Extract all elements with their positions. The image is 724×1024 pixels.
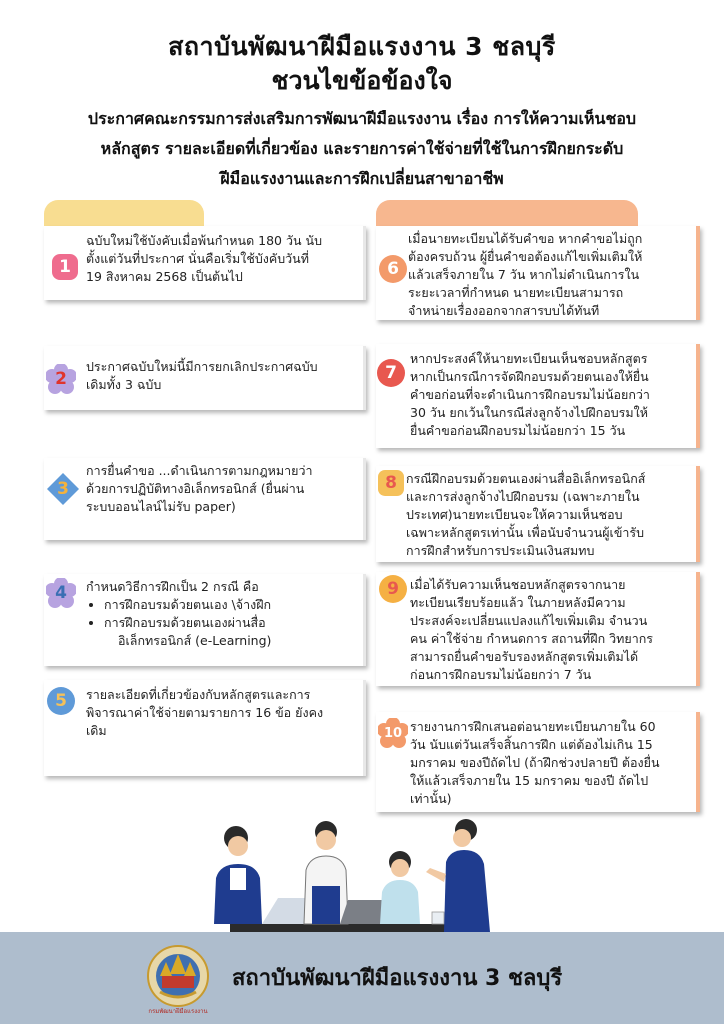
info-card: 5 รายละเอียดที่เกี่ยวข้องกับหลักสูตรและการ พิจารณาค่าใช้จ่ายตามรายการ 16 ข้อ ยังคง เดิม: [44, 680, 366, 776]
institute-logo-icon: [146, 940, 210, 1016]
page-subtitle: ชวนไขข้อข้องใจ: [271, 66, 453, 95]
training-methods-list: [104, 596, 366, 632]
announcement-heading: [0, 104, 724, 194]
footer-institute-name: สถาบันพัฒนาฝีมือแรงงาน 3 ชลบุรี: [232, 966, 563, 991]
number-badge: 8: [376, 468, 406, 498]
number-badge: 4: [46, 578, 76, 608]
logo-caption: กรมพัฒนาฝีมือแรงงาน: [148, 1008, 208, 1015]
info-card: 8 กรณีฝึกอบรมด้วยตนเองผ่านสื่ออิเล็กทรอนิกส์ และการส่งลูกจ้างไปฝึกอบรม (เฉพาะภายใน ประเทศ)นายทะเบียนจะให้ความเห็นชอบ เฉพาะหลักสูตรเท่านั้น เพื่อนับจำนวนผู้เข้ารับ การฝึกสำหรับการประเมินเงินสมทบ: [376, 466, 700, 562]
number-badge: 9: [378, 574, 408, 604]
info-card: 2 ประกาศฉบับใหม่นี้มีการยกเลิกประกาศฉบับ เดิมทั้ง 3 ฉบับ: [44, 346, 366, 410]
announcement-line: ฝีมือแรงงานและการฝึกเปลี่ยนสาขาอาชีพ: [220, 169, 504, 188]
header: [0, 30, 724, 98]
team-working-illustration: [200, 816, 510, 932]
info-card: 9 เมื่อได้รับความเห็นชอบหลักสูตรจากนาย ทะเบียนเรียบร้อยแล้ว ในภายหลังมีความ ประสงค์จะเปลี่ยนแปลงแก้ไขเพิ่มเติม จำนวน คน ค่าใช้จ่าย กำหนดการ สถานที่ฝึก วิทยากร สามารถยื่นคำขอรับรองหลักสูตรเพิ่มเติมได้ ก่อนการฝึกอบรมไม่น้อยกว่า 7 วัน: [376, 572, 700, 686]
list-item: • การฝึกอบรมด้วยตนเองผ่านสื่อ: [104, 614, 366, 632]
number-badge: 1: [50, 252, 80, 282]
number-badge: 7: [376, 358, 406, 388]
info-card: 6 เมื่อนายทะเบียนได้รับคำขอ หากคำขอไม่ถูก ต้องครบถ้วน ผู้ยื่นคำขอต้องแก้ไขเพิ่มเติมให้ แล้วเสร็จภายใน 7 วัน หากไม่ดำเนินการใน ระยะเวลาที่กำหนด นายทะเบียนสามารถ จำหน่ายเรื่องออกจากสารบบได้ทันที: [376, 226, 700, 320]
info-card: 7 หากประสงค์ให้นายทะเบียนเห็นชอบหลักสูตร หากเป็นกรณีการจัดฝึกอบรมด้วยตนเองให้ยื่น คำขอก่อนที่จะดำเนินการฝึกอบรมไม่น้อยกว่า 30 วัน ยกเว้นในกรณีส่งลูกจ้างไปฝึกอบรมให้ ยื่นคำขอก่อนฝึกอบรมไม่น้อยกว่า 15 วัน: [376, 344, 700, 448]
number-badge: 10: [378, 718, 408, 748]
announcement-line: ประกาศคณะกรรมการส่งเสริมการพัฒนาฝีมือแรงงาน เรื่อง การให้ความเห็นชอบ: [87, 109, 637, 128]
footer: [0, 932, 724, 1024]
number-badge: 3: [46, 472, 80, 506]
info-card: 1 ฉบับใหม่ใช้บังคับเมื่อพ้นกำหนด 180 วัน นับ ตั้งแต่วันที่ประกาศ นั่นคือเริ่มใช้บังคับวันที่ 19 สิงหาคม 2568 เป็นต้นไป: [44, 226, 366, 300]
number-badge: 6: [378, 254, 408, 284]
info-card: 3 การยื่นคำขอ ...ดำเนินการตามกฎหมายว่า ด้วยการปฏิบัติทางอิเล็กทรอนิกส์ (ยื่นผ่าน ระบบออนไลน์ไม่รับ paper): [44, 458, 366, 540]
number-badge: 5: [46, 686, 76, 716]
page-title: สถาบันพัฒนาฝีมือแรงงาน 3 ชลบุรี: [168, 32, 556, 61]
announcement-line: หลักสูตร รายละเอียดที่เกี่ยวข้อง และรายการค่าใช้จ่ายที่ใช้ในการฝึกยกระดับ: [100, 139, 624, 158]
info-card: 4 กำหนดวิธีการฝึกเป็น 2 กรณี คือ • การฝึกอบรมด้วยตนเอง \จ้างฝึก • การฝึกอบรมด้วยตนเองผ่านสื่อ อิเล็กทรอนิกส์ (e-Learning): [44, 574, 366, 666]
number-badge: 2: [46, 364, 76, 394]
list-item: • การฝึกอบรมด้วยตนเอง \จ้างฝึก: [104, 596, 366, 614]
info-card: 10 รายงานการฝึกเสนอต่อนายทะเบียนภายใน 60 วัน นับแต่วันเสร็จสิ้นการฝึก แต่ต้องไม่เกิน 15 มกราคม ของปีถัดไป (ถ้าฝึกช่วงปลายปี ต้องยื่น ให้แล้วเสร็จภายใน 15 มกราคม ของปี ถัดไป เท่านั้น): [376, 712, 700, 812]
